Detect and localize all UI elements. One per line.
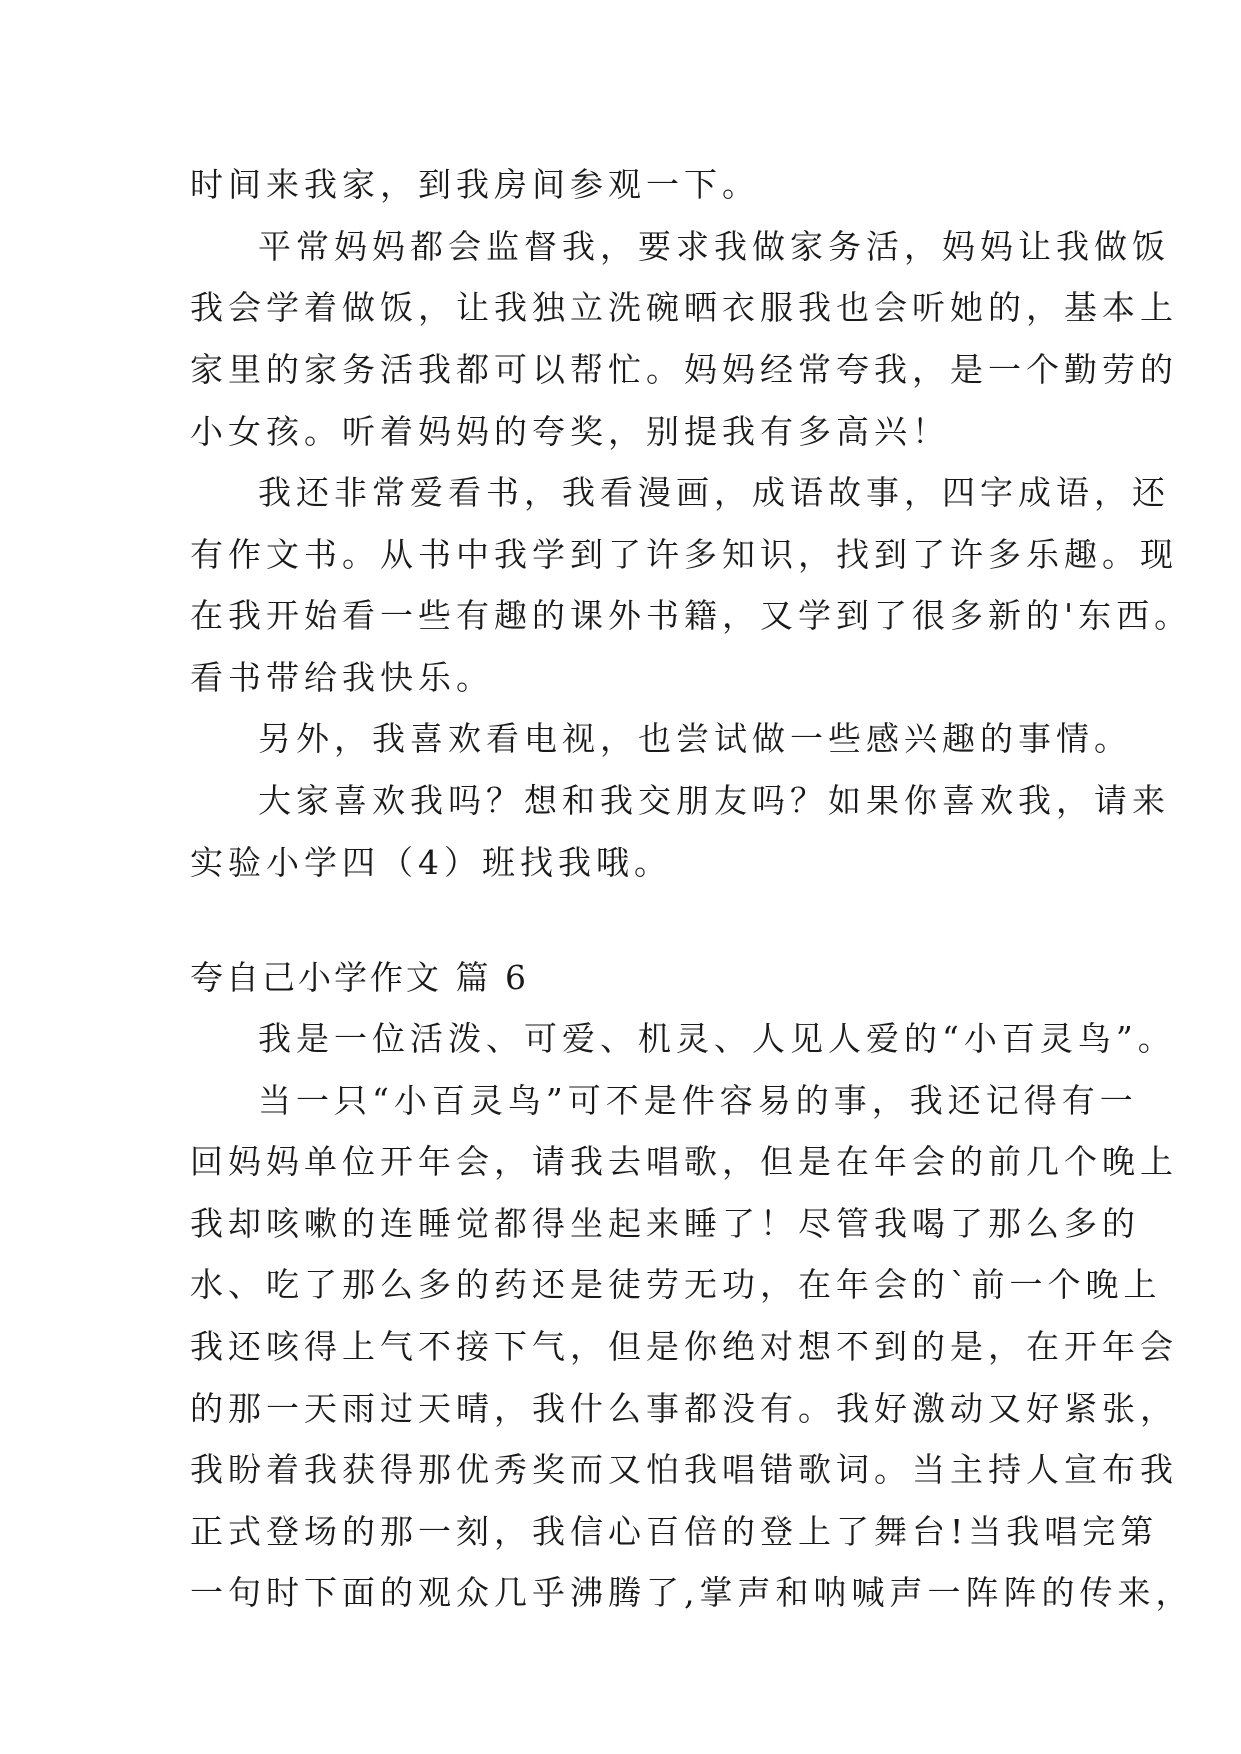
text-line: 时间来我家，到我房间参观一下。 [190,165,760,204]
text-line: 小女孩。听着妈妈的夸奖，别提我有多高兴！ [190,412,950,451]
text-line: 看书带给我快乐。 [190,658,494,697]
paragraph-first-line: 我是一位活泼、可爱、机灵、人见人爱的“小百灵鸟”。 [258,1019,1176,1058]
paragraph-first-line: 当一只“小百灵鸟”可不是件容易的事，我还记得有一 [258,1081,1138,1120]
paragraph-first-line: 平常妈妈都会监督我，要求我做家务活，妈妈让我做饭 [258,227,1170,266]
text-line: 有作文书。从书中我学到了许多知识，找到了许多乐趣。现 [190,535,1178,574]
paragraph-first-line: 大家喜欢我吗？想和我交朋友吗？如果你喜欢我，请来 [258,781,1170,820]
text-line: 一句时下面的观众几乎沸腾了,掌声和呐喊声一阵阵的传来， [190,1573,1194,1612]
text-line: 我却咳嗽的连睡觉都得坐起来睡了！尽管我喝了那么多的 [190,1204,1140,1243]
text-line: 的那一天雨过天晴，我什么事都没有。我好激动又好紧张， [190,1389,1178,1428]
text-line: 在我开始看一些有趣的课外书籍，又学到了很多新的'东西。 [190,596,1193,635]
section-heading: 夸自己小学作文 篇 6 [190,958,529,997]
paragraph-first-line: 我还非常爱看书，我看漫画，成语故事，四字成语，还 [258,473,1170,512]
paragraph-first-line: 另外，我喜欢看电视，也尝试做一些感兴趣的事情。 [258,719,1132,758]
text-line: 我还咳得上气不接下气，但是你绝对想不到的是，在开年会 [190,1327,1178,1366]
text-line: 回妈妈单位开年会，请我去唱歌，但是在年会的前几个晚上 [190,1142,1178,1181]
text-line: 我盼着我获得那优秀奖而又怕我唱错歌词。当主持人宣布我 [190,1450,1178,1489]
text-line: 家里的家务活我都可以帮忙。妈妈经常夸我，是一个勤劳的 [190,350,1178,389]
text-line: 水、吃了那么多的药还是徒劳无功，在年会的`前一个晚上 [190,1265,1162,1304]
text-line: 正式登场的那一刻，我信心百倍的登上了舞台!当我唱完第 [190,1512,1159,1551]
text-line: 我会学着做饭，让我独立洗碗晒衣服我也会听她的，基本上 [190,288,1178,327]
text-line: 实验小学四（4）班找我哦。 [190,843,672,882]
